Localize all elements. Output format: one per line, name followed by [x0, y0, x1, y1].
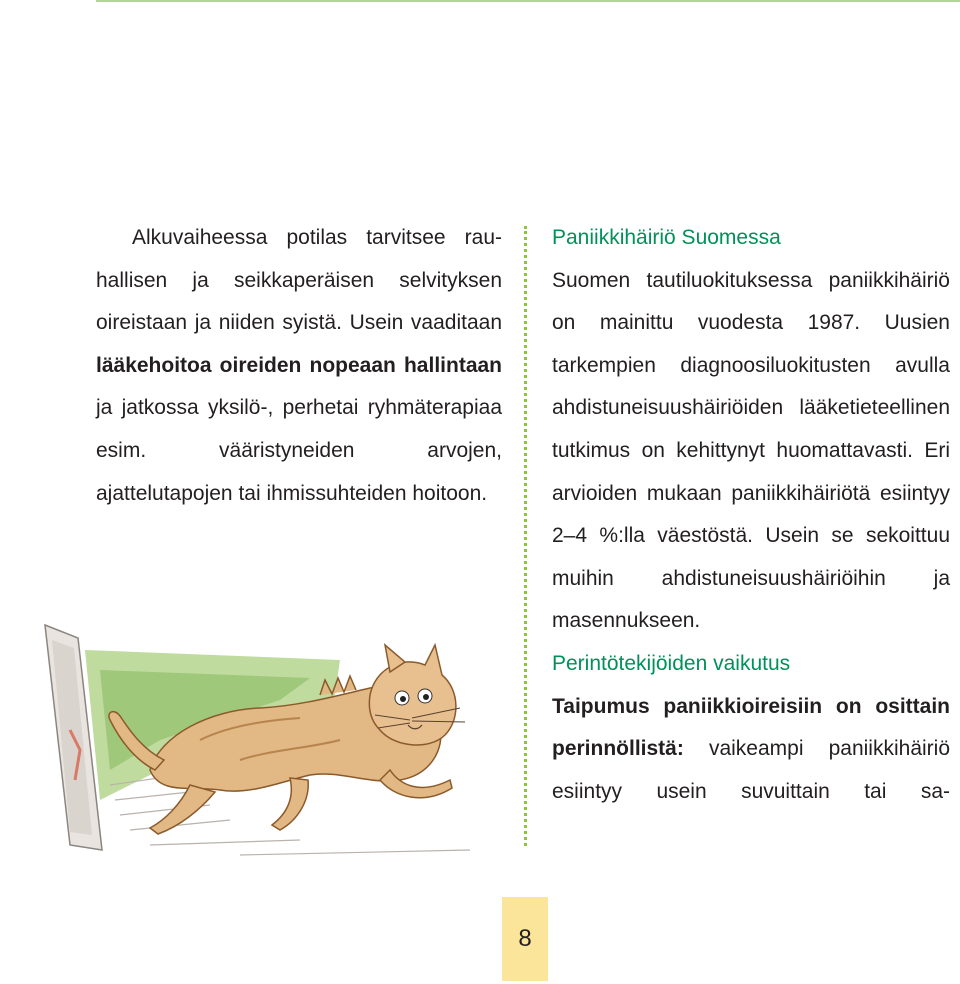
- cat-illustration: [40, 600, 490, 870]
- right-para-2-text: vaikeampi paniikkihäiriö esiintyy usein suvuittain tai sa-: [552, 737, 950, 803]
- left-para-bold: lääkehoitoa oireiden nopeaan hallintaan: [96, 353, 502, 377]
- column-divider: [524, 226, 527, 846]
- heading-perintotekijoiden-vaikutus: Perintötekijöiden vaikutus: [552, 651, 791, 675]
- left-para-text-1: Alkuvaiheessa potilas tarvitsee rauhallisen ja seikkaperäisen selvityksen oireistaan ja niiden syistä. Usein vaaditaan: [96, 226, 502, 335]
- left-para-text-2: ja jatkossa yksilö-, perhetai ryhmäterapiaa esim. vääristyneiden arvojen, ajattelutapojen tai ihmissuhteiden hoitoon.: [96, 396, 502, 505]
- right-para-2-bold: Taipumus paniikkioireisiin on osittain perinnöllistä:: [552, 694, 950, 761]
- right-paragraph-1: Suomen tautiluokituksessa paniikkihäiriö on mainittu vuodesta 1987. Uusien tarkempien diagnoosiluokitusten avulla ahdistuneisuushäiriöiden lääketieteellinen tutkimus on kehittynyt huomattavasti. Eri arvioiden mukaan paniikkihäiriötä esiintyy 2–4 %:lla väestöstä. Usein se sekoittuu muihin ahdistuneisuushäiriöihin ja masennukseen.: [552, 268, 950, 633]
- heading-paniikkihairio-suomessa: Paniikkihäiriö Suomessa: [552, 226, 781, 249]
- right-column: [552, 217, 950, 813]
- top-rule: [96, 0, 960, 2]
- cat-head: [369, 645, 456, 745]
- left-column: [96, 217, 502, 515]
- page-number-text: 8: [518, 925, 532, 952]
- right-paragraph-2: [552, 686, 950, 814]
- page-number: [502, 897, 548, 981]
- left-paragraph: [96, 217, 502, 515]
